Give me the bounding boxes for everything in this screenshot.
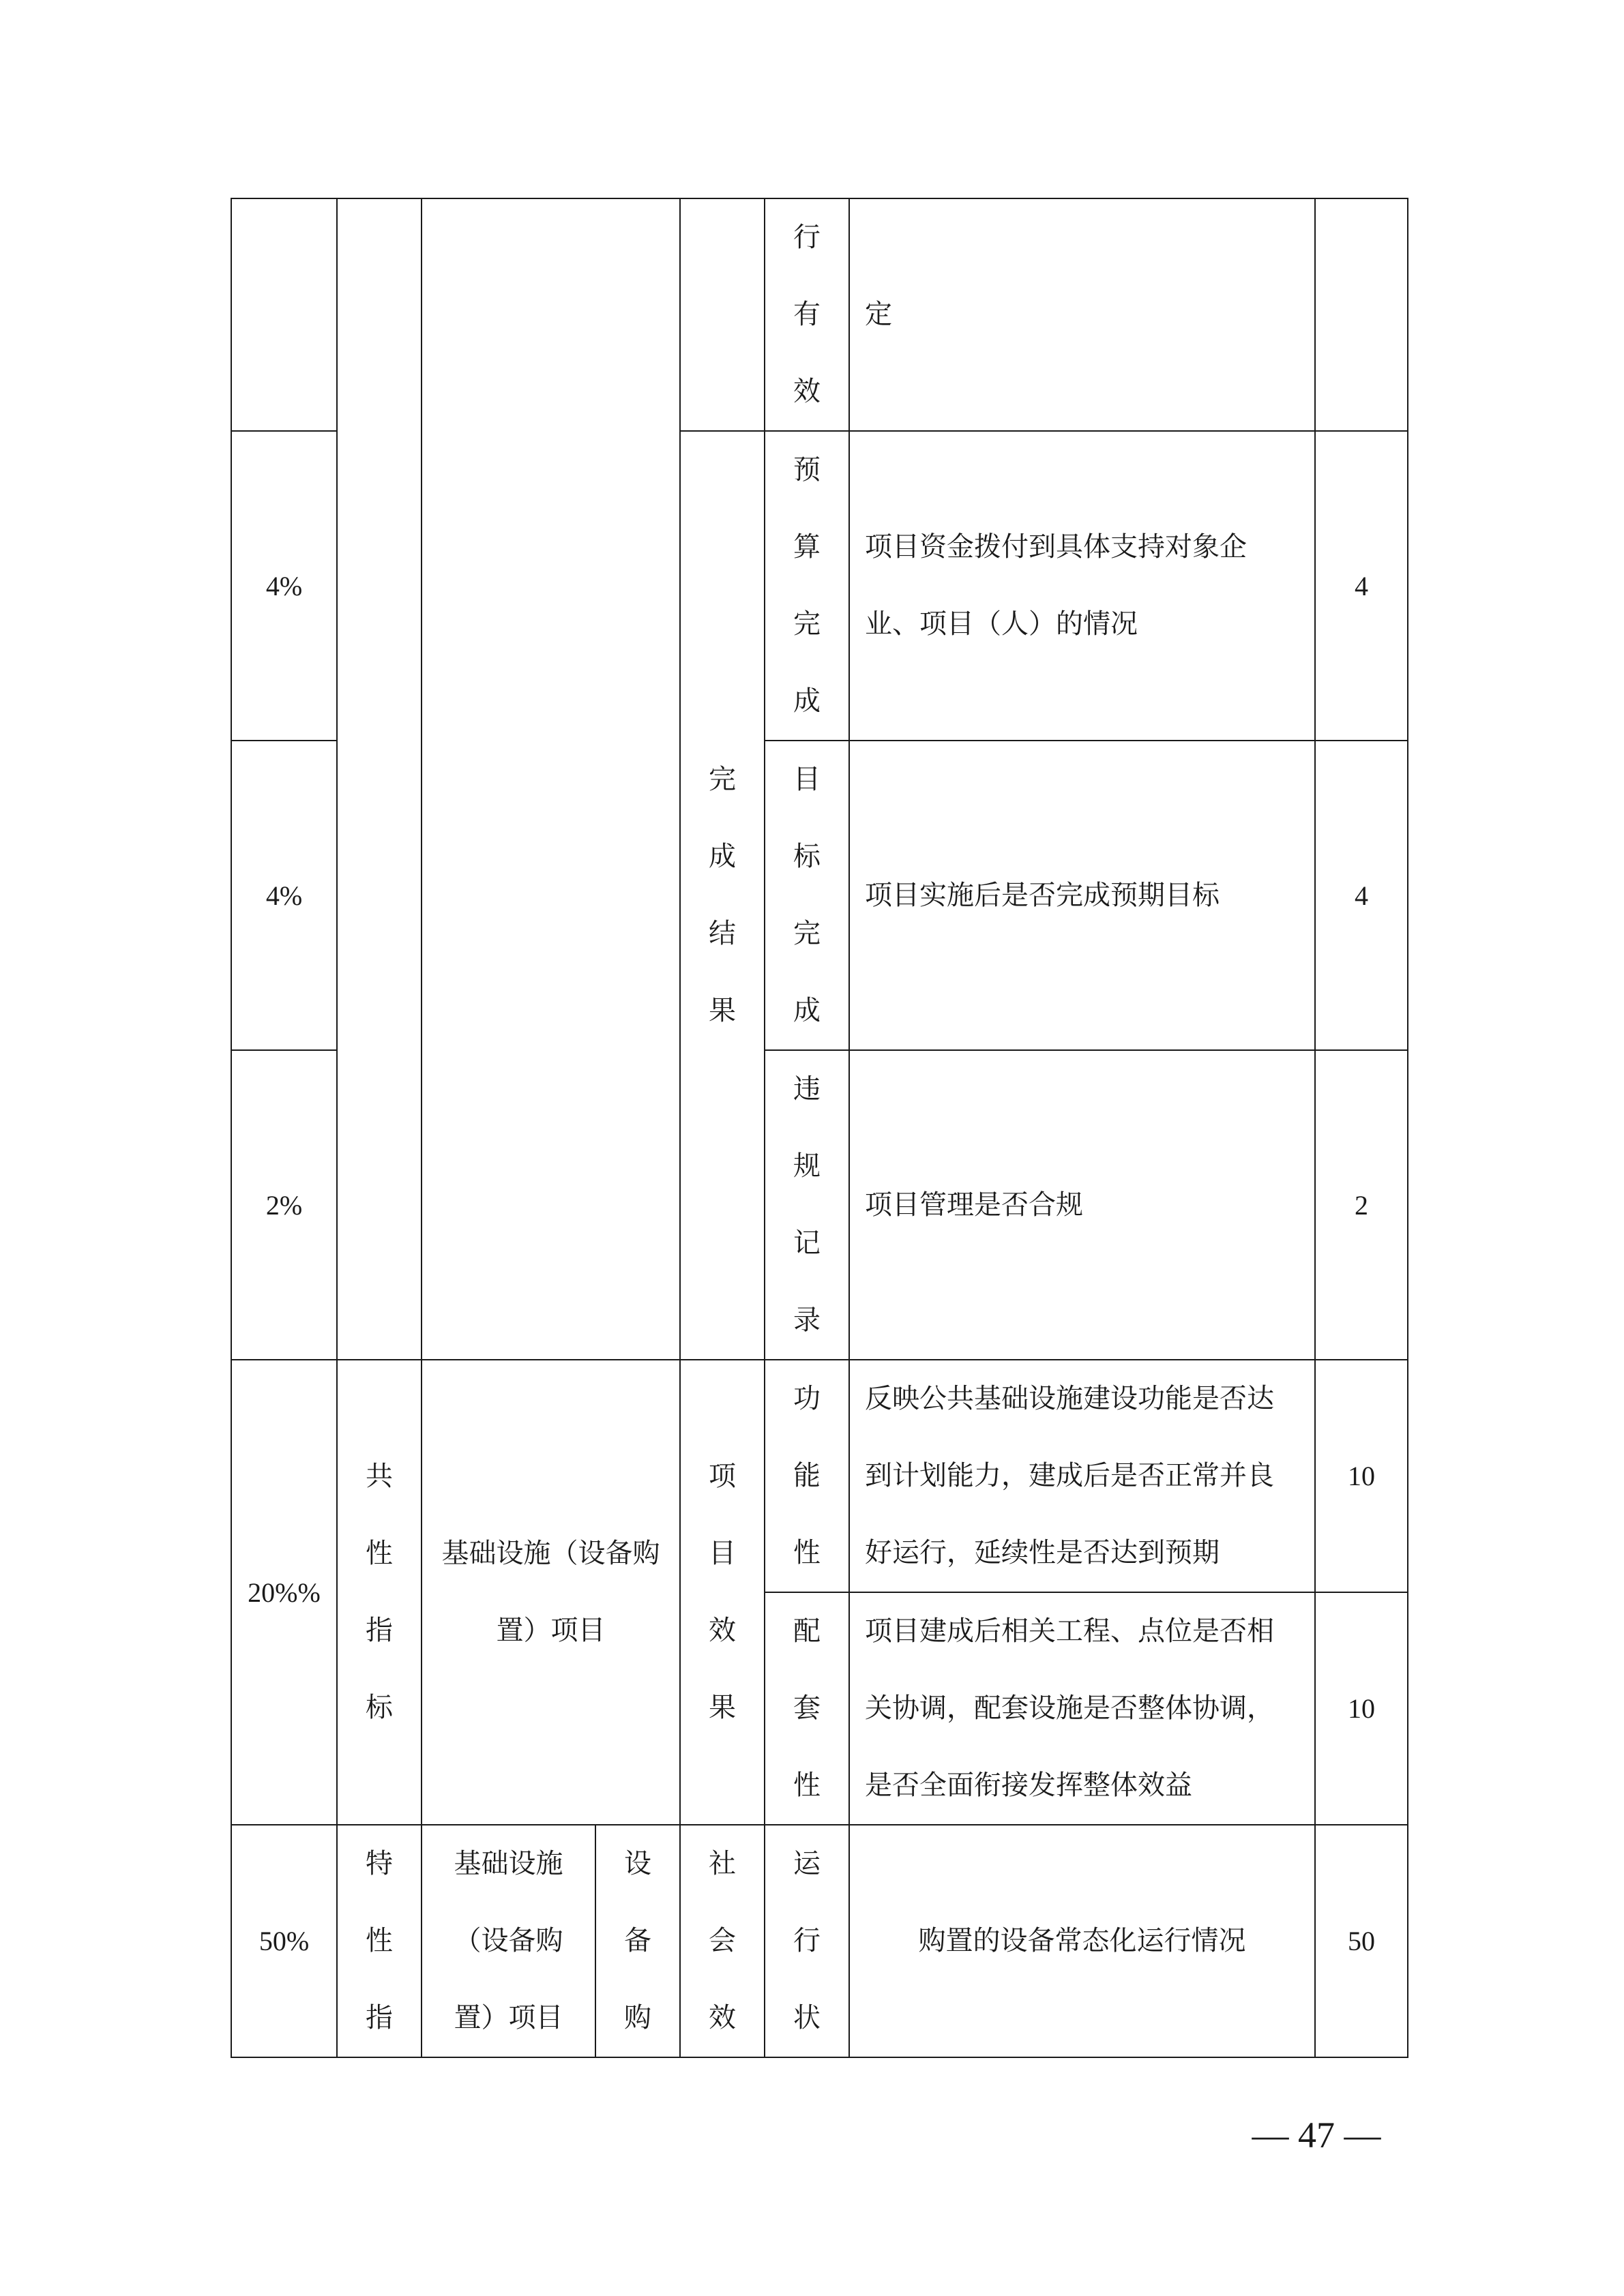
indicator-description <box>849 1592 1315 1825</box>
vertical-char: 效 <box>709 2002 736 2033</box>
vertical-char: 完 <box>793 918 821 949</box>
level2-indicator-cell <box>680 1825 765 2057</box>
vertical-char: 违 <box>793 1073 821 1105</box>
level2-indicator-cell <box>680 198 765 431</box>
table-row <box>231 1360 1408 1592</box>
vertical-char: 标 <box>366 1692 393 1723</box>
vertical-char: 果 <box>709 995 736 1026</box>
vertical-char: 结 <box>709 918 736 949</box>
score-cell: 10 <box>1315 1592 1408 1825</box>
vertical-char: 能 <box>793 1460 821 1491</box>
vertical-char: 备 <box>624 1925 651 1956</box>
text-line: 基础设施 <box>454 1848 563 1879</box>
indicator-description <box>849 1360 1315 1592</box>
text-line: 置）项目 <box>496 1615 606 1646</box>
description-text: 项目管理是否合规 <box>865 1189 1083 1221</box>
vertical-char: 性 <box>366 1925 393 1956</box>
level3-indicator-cell <box>765 431 849 741</box>
text-line: 关协调，配套设施是否整体协调， <box>865 1693 1274 1724</box>
indicator-category-cell <box>337 1360 422 1825</box>
text-line: 项目资金拨付到具体支持对象企 <box>865 531 1247 563</box>
score-cell: 10 <box>1315 1360 1408 1592</box>
table-row <box>231 1825 1408 2057</box>
vertical-char: 会 <box>709 1925 736 1956</box>
text-line: 业、项目（人）的情况 <box>865 608 1138 640</box>
vertical-char: 共 <box>366 1461 393 1492</box>
vertical-char: 项 <box>709 1461 736 1492</box>
vertical-char: 状 <box>793 2002 821 2033</box>
indicator-category-cell <box>337 1825 422 2057</box>
level3-indicator-cell <box>765 741 849 1050</box>
project-type-cell <box>422 1360 680 1825</box>
vertical-char: 性 <box>793 1537 821 1568</box>
indicator-description <box>849 431 1315 741</box>
vertical-char: 算 <box>793 531 821 563</box>
description-text: 定 <box>865 299 892 330</box>
indicator-table <box>231 198 1408 2058</box>
vertical-char: 有 <box>793 299 821 330</box>
vertical-char: 录 <box>793 1304 821 1336</box>
indicator-description <box>849 741 1315 1050</box>
vertical-char: 行 <box>793 1925 821 1956</box>
weight-cell: 50% <box>231 1825 337 2057</box>
vertical-char: 成 <box>793 685 821 717</box>
vertical-char: 记 <box>793 1227 821 1259</box>
level3-indicator-cell <box>765 1360 849 1592</box>
score-cell: 2 <box>1315 1050 1408 1360</box>
text-line: 是否全面衔接发挥整体效益 <box>865 1770 1192 1801</box>
text-line: 反映公共基础设施建设功能是否达 <box>865 1383 1274 1414</box>
vertical-char: 效 <box>793 376 821 407</box>
weight-cell: 20%% <box>231 1360 337 1825</box>
vertical-char: 指 <box>366 2002 393 2033</box>
vertical-char: 规 <box>793 1150 821 1182</box>
text-line: 置）项目 <box>454 2002 563 2033</box>
vertical-char: 套 <box>793 1693 821 1724</box>
level3-indicator-cell <box>765 1825 849 2057</box>
score-cell: 50 <box>1315 1825 1408 2057</box>
vertical-char: 完 <box>793 608 821 640</box>
indicator-description <box>849 1050 1315 1360</box>
vertical-char: 配 <box>793 1615 821 1647</box>
text-line: 基础设施（设备购 <box>441 1538 660 1569</box>
vertical-char: 效 <box>709 1615 736 1646</box>
vertical-char: 预 <box>793 454 821 486</box>
vertical-char: 社 <box>709 1848 736 1879</box>
score-cell: 4 <box>1315 431 1408 741</box>
score-cell: 4 <box>1315 741 1408 1050</box>
vertical-char: 完 <box>709 764 736 795</box>
project-type-cell <box>422 198 680 1360</box>
text-line: 项目建成后相关工程、点位是否相 <box>865 1615 1274 1647</box>
vertical-char: 成 <box>709 841 736 872</box>
text-line: 好运行，延续性是否达到预期 <box>865 1537 1220 1568</box>
indicator-description <box>849 198 1315 431</box>
weight-cell: 2% <box>231 1050 337 1360</box>
description-text: 购置的设备常态化运行情况 <box>918 1925 1246 1956</box>
level3-indicator-cell <box>765 1050 849 1360</box>
vertical-char: 购 <box>624 2002 651 2033</box>
vertical-char: 目 <box>793 764 821 795</box>
project-subtype-cell <box>595 1825 680 2057</box>
vertical-char: 行 <box>793 222 821 253</box>
level3-indicator-cell <box>765 198 849 431</box>
weight-cell <box>231 198 337 431</box>
vertical-char: 成 <box>793 995 821 1026</box>
page-number: — 47 — <box>1252 2115 1381 2156</box>
level2-indicator-cell <box>680 431 765 1360</box>
vertical-char: 功 <box>793 1383 821 1414</box>
text-line: 到计划能力，建成后是否正常并良 <box>865 1460 1274 1491</box>
vertical-char: 性 <box>366 1538 393 1569</box>
project-type-cell <box>422 1825 595 2057</box>
score-cell <box>1315 198 1408 431</box>
vertical-char: 标 <box>793 841 821 872</box>
vertical-char: 运 <box>793 1848 821 1879</box>
level2-indicator-cell <box>680 1360 765 1825</box>
description-text: 项目实施后是否完成预期目标 <box>865 879 1220 911</box>
indicator-description <box>849 1825 1315 2057</box>
vertical-char: 特 <box>366 1848 393 1879</box>
indicator-category-cell <box>337 198 422 1360</box>
text-line: （设备购 <box>454 1925 563 1956</box>
vertical-char: 目 <box>709 1538 736 1569</box>
weight-cell: 4% <box>231 431 337 741</box>
level3-indicator-cell <box>765 1592 849 1825</box>
table-row <box>231 198 1408 431</box>
weight-cell: 4% <box>231 741 337 1050</box>
vertical-char: 指 <box>366 1615 393 1646</box>
vertical-char: 性 <box>793 1770 821 1801</box>
vertical-char: 果 <box>709 1692 736 1723</box>
vertical-char: 设 <box>624 1848 651 1879</box>
